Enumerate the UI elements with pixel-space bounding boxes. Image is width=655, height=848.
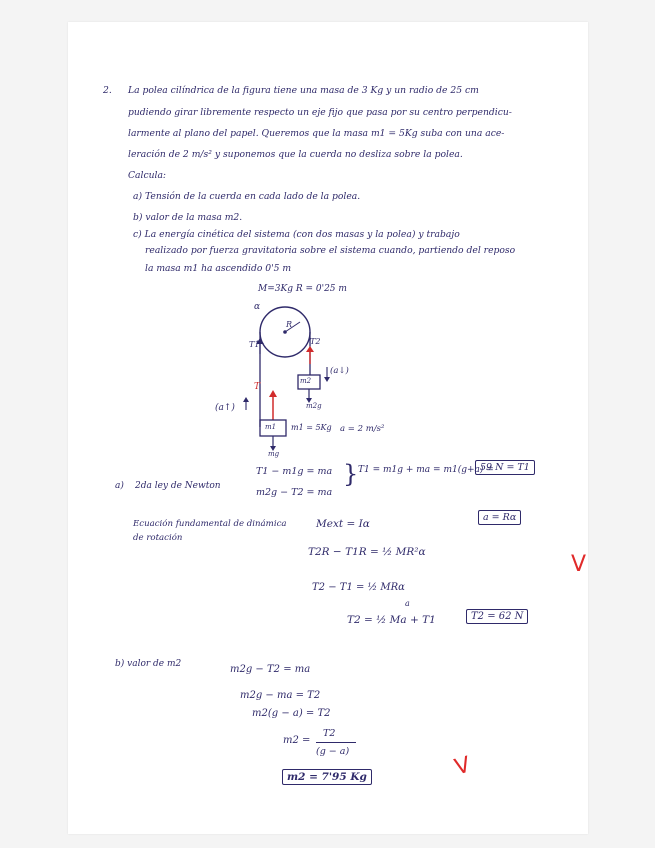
t1-label: T1 [249,340,260,349]
eq-newton-1: T1 − m1g = ma [256,466,333,477]
m1-mass-label: m1 = 5Kg [291,423,332,432]
item-a: a) Tensión de la cuerda en cada lado de la polea. [133,191,361,202]
a-down-label: (a↓) [330,366,349,376]
part-b-label: b) valor de m2 [115,659,182,669]
pulley-diagram [200,282,400,462]
a-substitution: a [405,599,410,608]
item-b: b) valor de la masa m2. [133,212,243,223]
statement-line-1: La polea cilíndrica de la figura tiene una masa de 3 Kg y un radio de 25 cm [128,85,479,96]
check-mark-icon-2: V [452,752,474,781]
rotation-label-2: de rotación [133,533,183,543]
rotation-label-1: Ecuación fundamental de dinámica [133,519,287,529]
problem-number: 2. [103,85,112,96]
m2g-label: m2g [306,402,322,410]
accel-label: a = 2 m/s² [340,424,385,434]
t1-result-eq: T1 = m1g + ma = m1(g+a) = [358,465,494,475]
part-a-label: a) [115,481,124,491]
mg-label: mg [268,450,280,458]
fraction-line [316,742,356,743]
check-mark-icon: V [571,552,587,577]
t1-result-box: 59 N = T1 [475,460,535,475]
t-label: T [254,382,261,392]
statement-line-3: larmente al plano del papel. Queremos que la masa m1 = 5Kg suba con una ace- [128,128,505,139]
statement-line-4: leración de 2 m/s² y suponemos que la cuerda no desliza sobre la polea. [128,149,463,160]
pulley-label: M=3Kg R = 0'25 m [258,284,347,294]
eq-t2: T2 = ½ Ma + T1 [347,614,436,626]
statement-line-2: pudiendo girar libremente respecto un eje fijo que pasa por su centro perpendicu- [128,107,512,118]
eq-b4-left: m2 = [283,735,311,746]
eq-newton-2: m2g − T2 = ma [256,487,333,498]
item-c-line2: realizado por fuerza gravitatoria sobre el sistema cuando, partiendo del reposo [145,245,516,256]
eq-torque: T2R − T1R = ½ MR²α [308,546,426,558]
center-label: R [286,320,293,329]
eq-b2: m2g − ma = T2 [240,690,321,701]
m2-label: m2 [300,377,312,385]
eq-b4-denominator: (g − a) [316,746,350,757]
m1-block-label: m1 [265,423,277,431]
item-c: c) La energía cinética del sistema (con dos masas y la polea) y trabajo [133,229,460,240]
t2-label: T2 [310,337,321,346]
calcula-label: Calcula: [128,170,167,181]
t2-result-box: T2 = 62 N [466,609,528,624]
eq-b4-numerator: T2 [323,728,336,739]
eq-moment: Mext = Iα [316,518,370,530]
a-ralpha-box: a = Rα [478,510,521,525]
eq-tension-diff: T2 − T1 = ½ MRα [312,582,405,593]
alpha-label: α [254,302,261,312]
brace: } [343,460,359,488]
eq-b1: m2g − T2 = ma [230,664,311,675]
eq-b3: m2(g − a) = T2 [252,708,331,719]
a-up-label: (a↑) [215,403,235,413]
item-c-line3: la masa m1 ha ascendido 0'5 m [145,263,292,274]
newton-law: 2da ley de Newton [135,481,221,491]
m2-answer-box: m2 = 7'95 Kg [282,769,372,785]
